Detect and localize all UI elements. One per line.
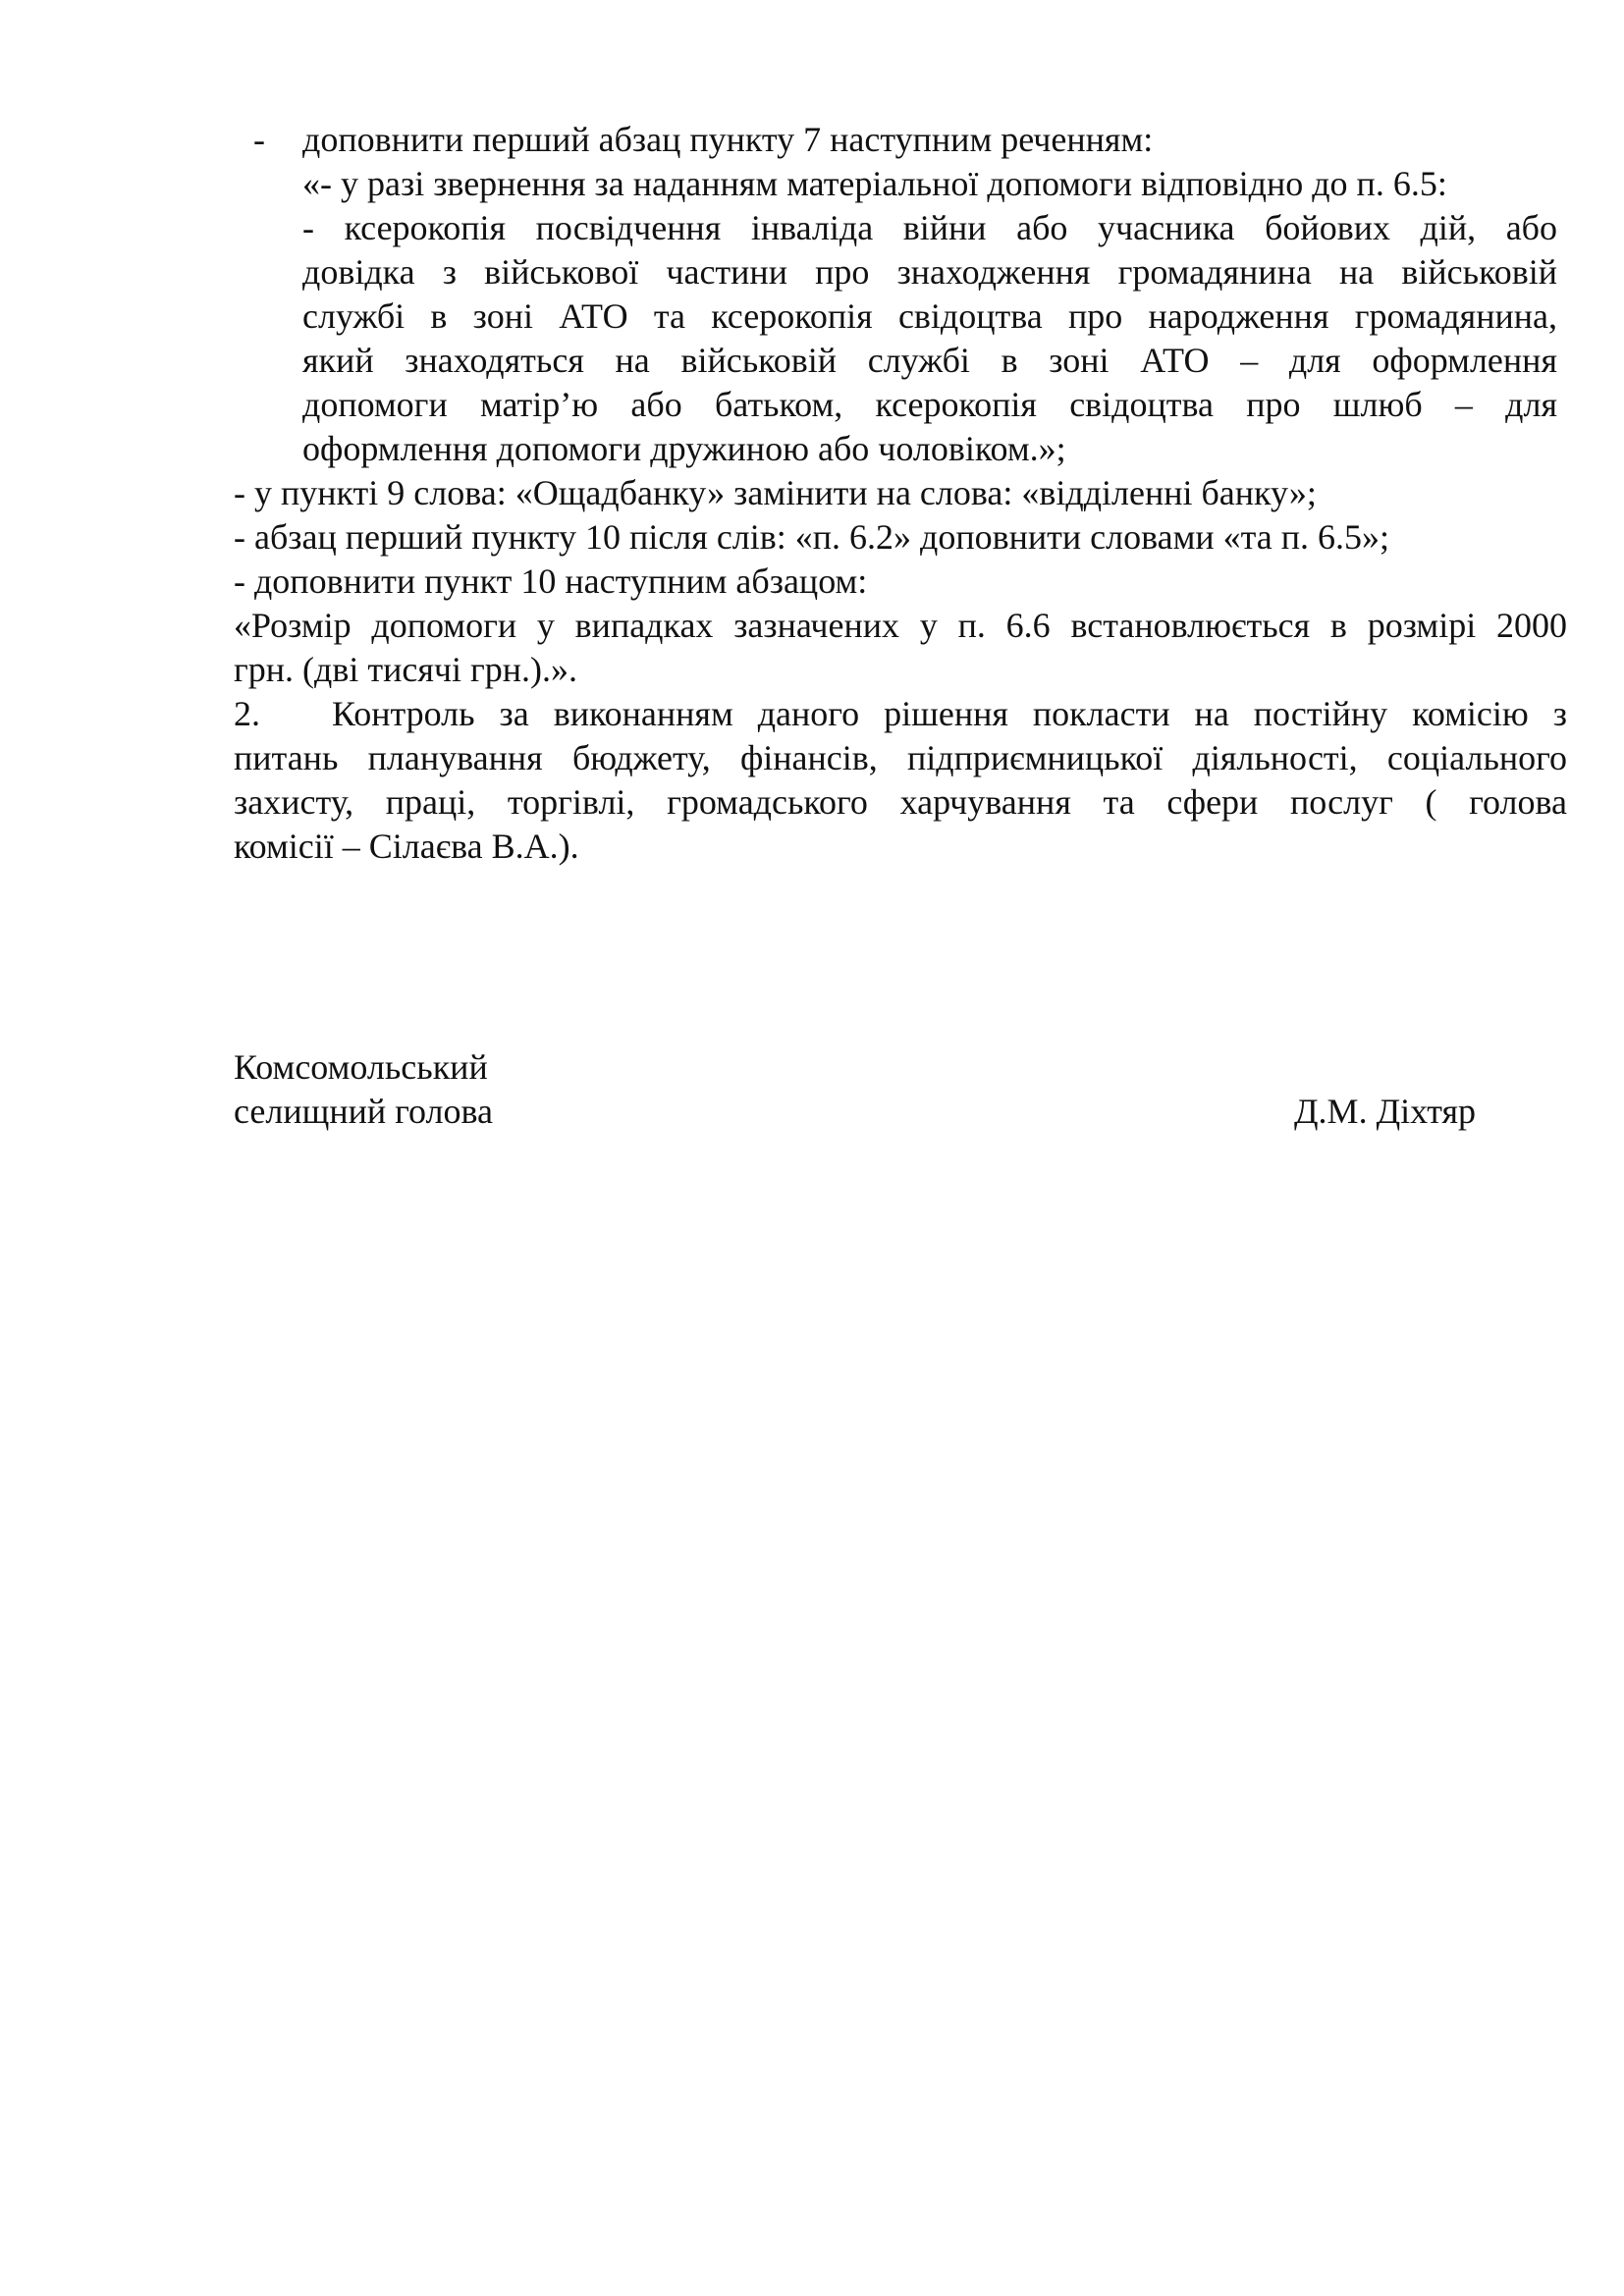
signature-name: Д.М. Діхтяр bbox=[1294, 1092, 1477, 1131]
signature-title-line1: Комсомольський bbox=[234, 1047, 488, 1087]
quote-line: допомоги матір’ю або батьком, ксерокопія свідоцтва про шлюб – для bbox=[302, 385, 1557, 424]
quote-line: - ксерокопія посвідчення інваліда війни або учасника бойових дій, або bbox=[302, 208, 1557, 247]
control-line3: захисту, праці, торгівлі, громадського харчування та сфери послуг ( голова bbox=[234, 782, 1567, 822]
item3-text: - абзац перший пункту 10 після слів: «п. 6.2» доповнити словами «та п. 6.5»; bbox=[234, 517, 1390, 557]
quote-last-line: оформлення допомоги дружиною або чоловіком.»; bbox=[302, 429, 1066, 468]
control-line2: питань планування бюджету, фінансів, підприємницької діяльності, соціального bbox=[234, 738, 1567, 777]
quote-line: довідка з військової частини про знаходження громадянина на військовій bbox=[302, 252, 1557, 292]
item4-text: - доповнити пункт 10 наступним абзацом: bbox=[234, 561, 868, 601]
control-number: 2. bbox=[234, 694, 260, 733]
item5-line2: грн. (дві тисячі грн.).». bbox=[234, 650, 577, 689]
item5-line1: «Розмір допомоги у випадках зазначених у п. 6.6 встановлюється в розмірі 2000 bbox=[234, 606, 1567, 645]
signature-title-line2: селищний голова bbox=[234, 1092, 494, 1131]
item2-text: - у пункті 9 слова: «Ощадбанку» замінити на слова: «відділенні банку»; bbox=[234, 473, 1317, 512]
control-line1: Контроль за виконанням даного рішення покласти на постійну комісію з bbox=[332, 694, 1567, 733]
quote-intro: «- у разі звернення за наданням матеріальної допомоги відповідно до п. 6.5: bbox=[302, 164, 1447, 203]
quote-line: який знаходяться на військовій службі в зоні АТО – для оформлення bbox=[302, 341, 1557, 380]
quote-line: службі в зоні АТО та ксерокопія свідоцтва про народження громадянина, bbox=[302, 296, 1557, 336]
control-line4: комісії – Сілаєва В.А.). bbox=[234, 827, 579, 866]
list-dash: - bbox=[253, 120, 265, 159]
item1-text: доповнити перший абзац пункту 7 наступним реченням: bbox=[302, 120, 1154, 159]
